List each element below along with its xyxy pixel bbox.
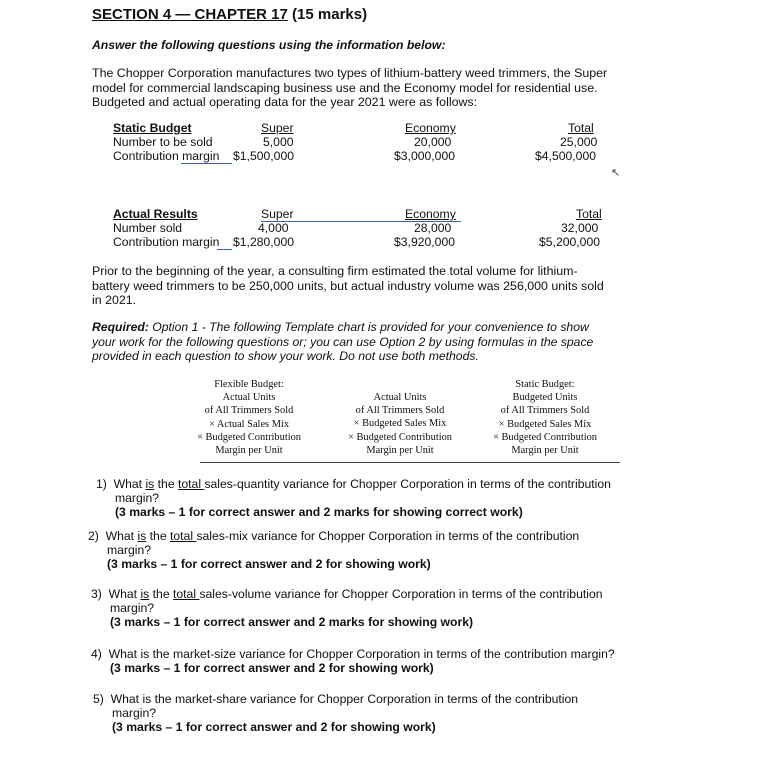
required-line: Option 1 - The following Template chart is provided for your convenience to show — [148, 320, 589, 334]
template-line: × Budgeted Sales Mix — [353, 418, 447, 430]
template-line: Static Budget: — [515, 379, 575, 390]
page-title — [92, 6, 367, 23]
question-4 — [91, 647, 615, 675]
question-text: total — [173, 587, 200, 601]
question-text: the — [149, 587, 173, 601]
question-text: What is the market-size variance for Chopper Corporation in terms of the contribution margin? — [108, 647, 615, 661]
static-budget-heading: Static Budget — [113, 121, 192, 135]
question-text: margin? — [112, 706, 157, 720]
cell-value: 25,000 — [560, 135, 598, 149]
question-marks: (3 marks – 1 for correct answer and 2 for showing work) — [112, 720, 436, 734]
intro-line: Budgeted and actual operating data for the year 2021 were as follows: — [92, 95, 478, 110]
col-total: Total — [576, 207, 602, 221]
template-line: × Budgeted Contribution — [493, 431, 597, 443]
prior-line: in 2021. — [92, 293, 137, 308]
question-3 — [91, 587, 603, 629]
cell-value: 32,000 — [561, 221, 599, 235]
mouse-cursor-icon: ↖ — [611, 167, 621, 179]
template-line: Budgeted Units — [512, 392, 578, 404]
cell-value: $3,920,000 — [394, 235, 455, 249]
col-super: Super — [261, 207, 294, 221]
template-line: Actual Units — [373, 392, 427, 403]
cell-value: $3,000,000 — [394, 149, 455, 163]
question-number: 5) — [93, 692, 104, 706]
question-text: margin? — [107, 543, 152, 557]
template-line: of All Trimmers Sold — [355, 405, 445, 417]
col-economy: Economy — [405, 207, 456, 221]
required-line: your work for the following questions or; you can use Option 2 by using formulas in the space — [92, 334, 594, 349]
question-number: 1) — [96, 477, 107, 491]
col-economy: Economy — [405, 121, 456, 135]
col-total: Total — [568, 121, 594, 135]
question-text: total — [170, 529, 197, 543]
template-divider — [200, 462, 620, 463]
question-marks: (3 marks – 1 for correct answer and 2 marks for showing work) — [110, 615, 474, 629]
question-text: is — [137, 529, 147, 543]
question-text: sales-mix variance for Chopper Corporation in terms of the contribution — [196, 529, 580, 543]
question-number: 4) — [91, 647, 102, 661]
template-column-static-budget — [480, 378, 610, 457]
template-line: Flexible Budget: — [214, 379, 284, 390]
cell-value: 5,000 — [263, 135, 294, 149]
question-text: is — [145, 477, 155, 491]
template-line: × Budgeted Sales Mix — [498, 418, 592, 430]
question-5 — [93, 692, 578, 734]
row-label-text: Contribution margin — [113, 149, 220, 163]
cell-value: $1,500,000 — [233, 149, 294, 163]
template-line: × Budgeted Contribution — [197, 431, 301, 443]
required-paragraph — [92, 320, 593, 364]
cell-value: $1,280,000 — [233, 235, 294, 249]
row-label: Number sold — [113, 221, 183, 235]
template-column-actual-units — [335, 391, 465, 457]
title-main: SECTION 4 — CHAPTER 17 — [92, 6, 288, 23]
question-text: is — [140, 587, 150, 601]
intro-line: model for commercial landscaping business use and the Economy model for residential use. — [92, 80, 598, 95]
question-marks: (3 marks – 1 for correct answer and 2 for showing work) — [110, 661, 434, 675]
row-label — [113, 149, 219, 163]
col-super: Super — [261, 121, 294, 135]
template-column-flexible-budget — [184, 378, 314, 457]
template-line: × Actual Sales Mix — [208, 418, 290, 430]
question-1 — [96, 477, 611, 519]
question-text: sales-volume variance for Chopper Corporation in terms of the contribution — [199, 587, 603, 601]
row-label: Number to be sold — [113, 135, 213, 149]
template-line: Actual Units — [222, 392, 276, 404]
actual-results-heading: Actual Results — [113, 207, 198, 221]
cell-value: $4,500,000 — [535, 149, 596, 163]
cell-value: 4,000 — [258, 221, 289, 235]
template-line: Margin per Unit — [511, 445, 579, 457]
title-marks: (15 marks) — [292, 6, 368, 23]
question-number: 2) — [88, 529, 99, 543]
instruction-text: Answer the following questions using the information below: — [92, 38, 446, 52]
template-line: of All Trimmers Sold — [500, 405, 590, 417]
question-text: sales-quantity variance for Chopper Corporation in terms of the contribution — [204, 477, 611, 491]
question-text: margin? — [115, 491, 160, 505]
row-label: Contribution margin — [113, 235, 220, 249]
question-number: 3) — [91, 587, 102, 601]
underline-mark — [217, 249, 232, 250]
template-line: Margin per Unit — [215, 445, 283, 457]
question-text: total — [178, 477, 205, 491]
prior-line: Prior to the beginning of the year, a consulting firm estimated the total volume for lithium- — [92, 264, 578, 278]
required-label: Required: — [92, 320, 149, 334]
underline-mark — [181, 163, 232, 164]
question-text: the — [146, 529, 170, 543]
prior-paragraph — [92, 264, 604, 308]
template-line: of All Trimmers Sold — [204, 405, 294, 417]
question-marks: (3 marks – 1 for correct answer and 2 for showing work) — [107, 557, 431, 571]
question-text: What is the market-share variance for Chopper Corporation in terms of the contribution — [110, 692, 579, 706]
cell-value: 20,000 — [414, 135, 452, 149]
intro-line: The Chopper Corporation manufactures two types of lithium-battery weed trimmers, the Super — [92, 66, 608, 80]
prior-line: battery weed trimmers to be 250,000 units, but actual industry volume was 256,000 units sold — [92, 278, 604, 293]
question-marks: (3 marks – 1 for correct answer and 2 marks for showing correct work) — [115, 505, 523, 519]
question-text: What — [113, 477, 146, 491]
cell-value: 28,000 — [414, 221, 452, 235]
question-2 — [88, 529, 579, 571]
question-text: What — [108, 587, 141, 601]
template-line: Margin per Unit — [366, 444, 434, 456]
required-line: provided in each question to show your work. Do not use both methods. — [92, 349, 479, 364]
question-text: What — [105, 529, 138, 543]
template-line: × Budgeted Contribution — [348, 431, 452, 443]
cell-value: $5,200,000 — [539, 235, 600, 249]
intro-paragraph — [92, 66, 607, 110]
question-text: the — [154, 477, 178, 491]
question-text: margin? — [110, 601, 155, 615]
